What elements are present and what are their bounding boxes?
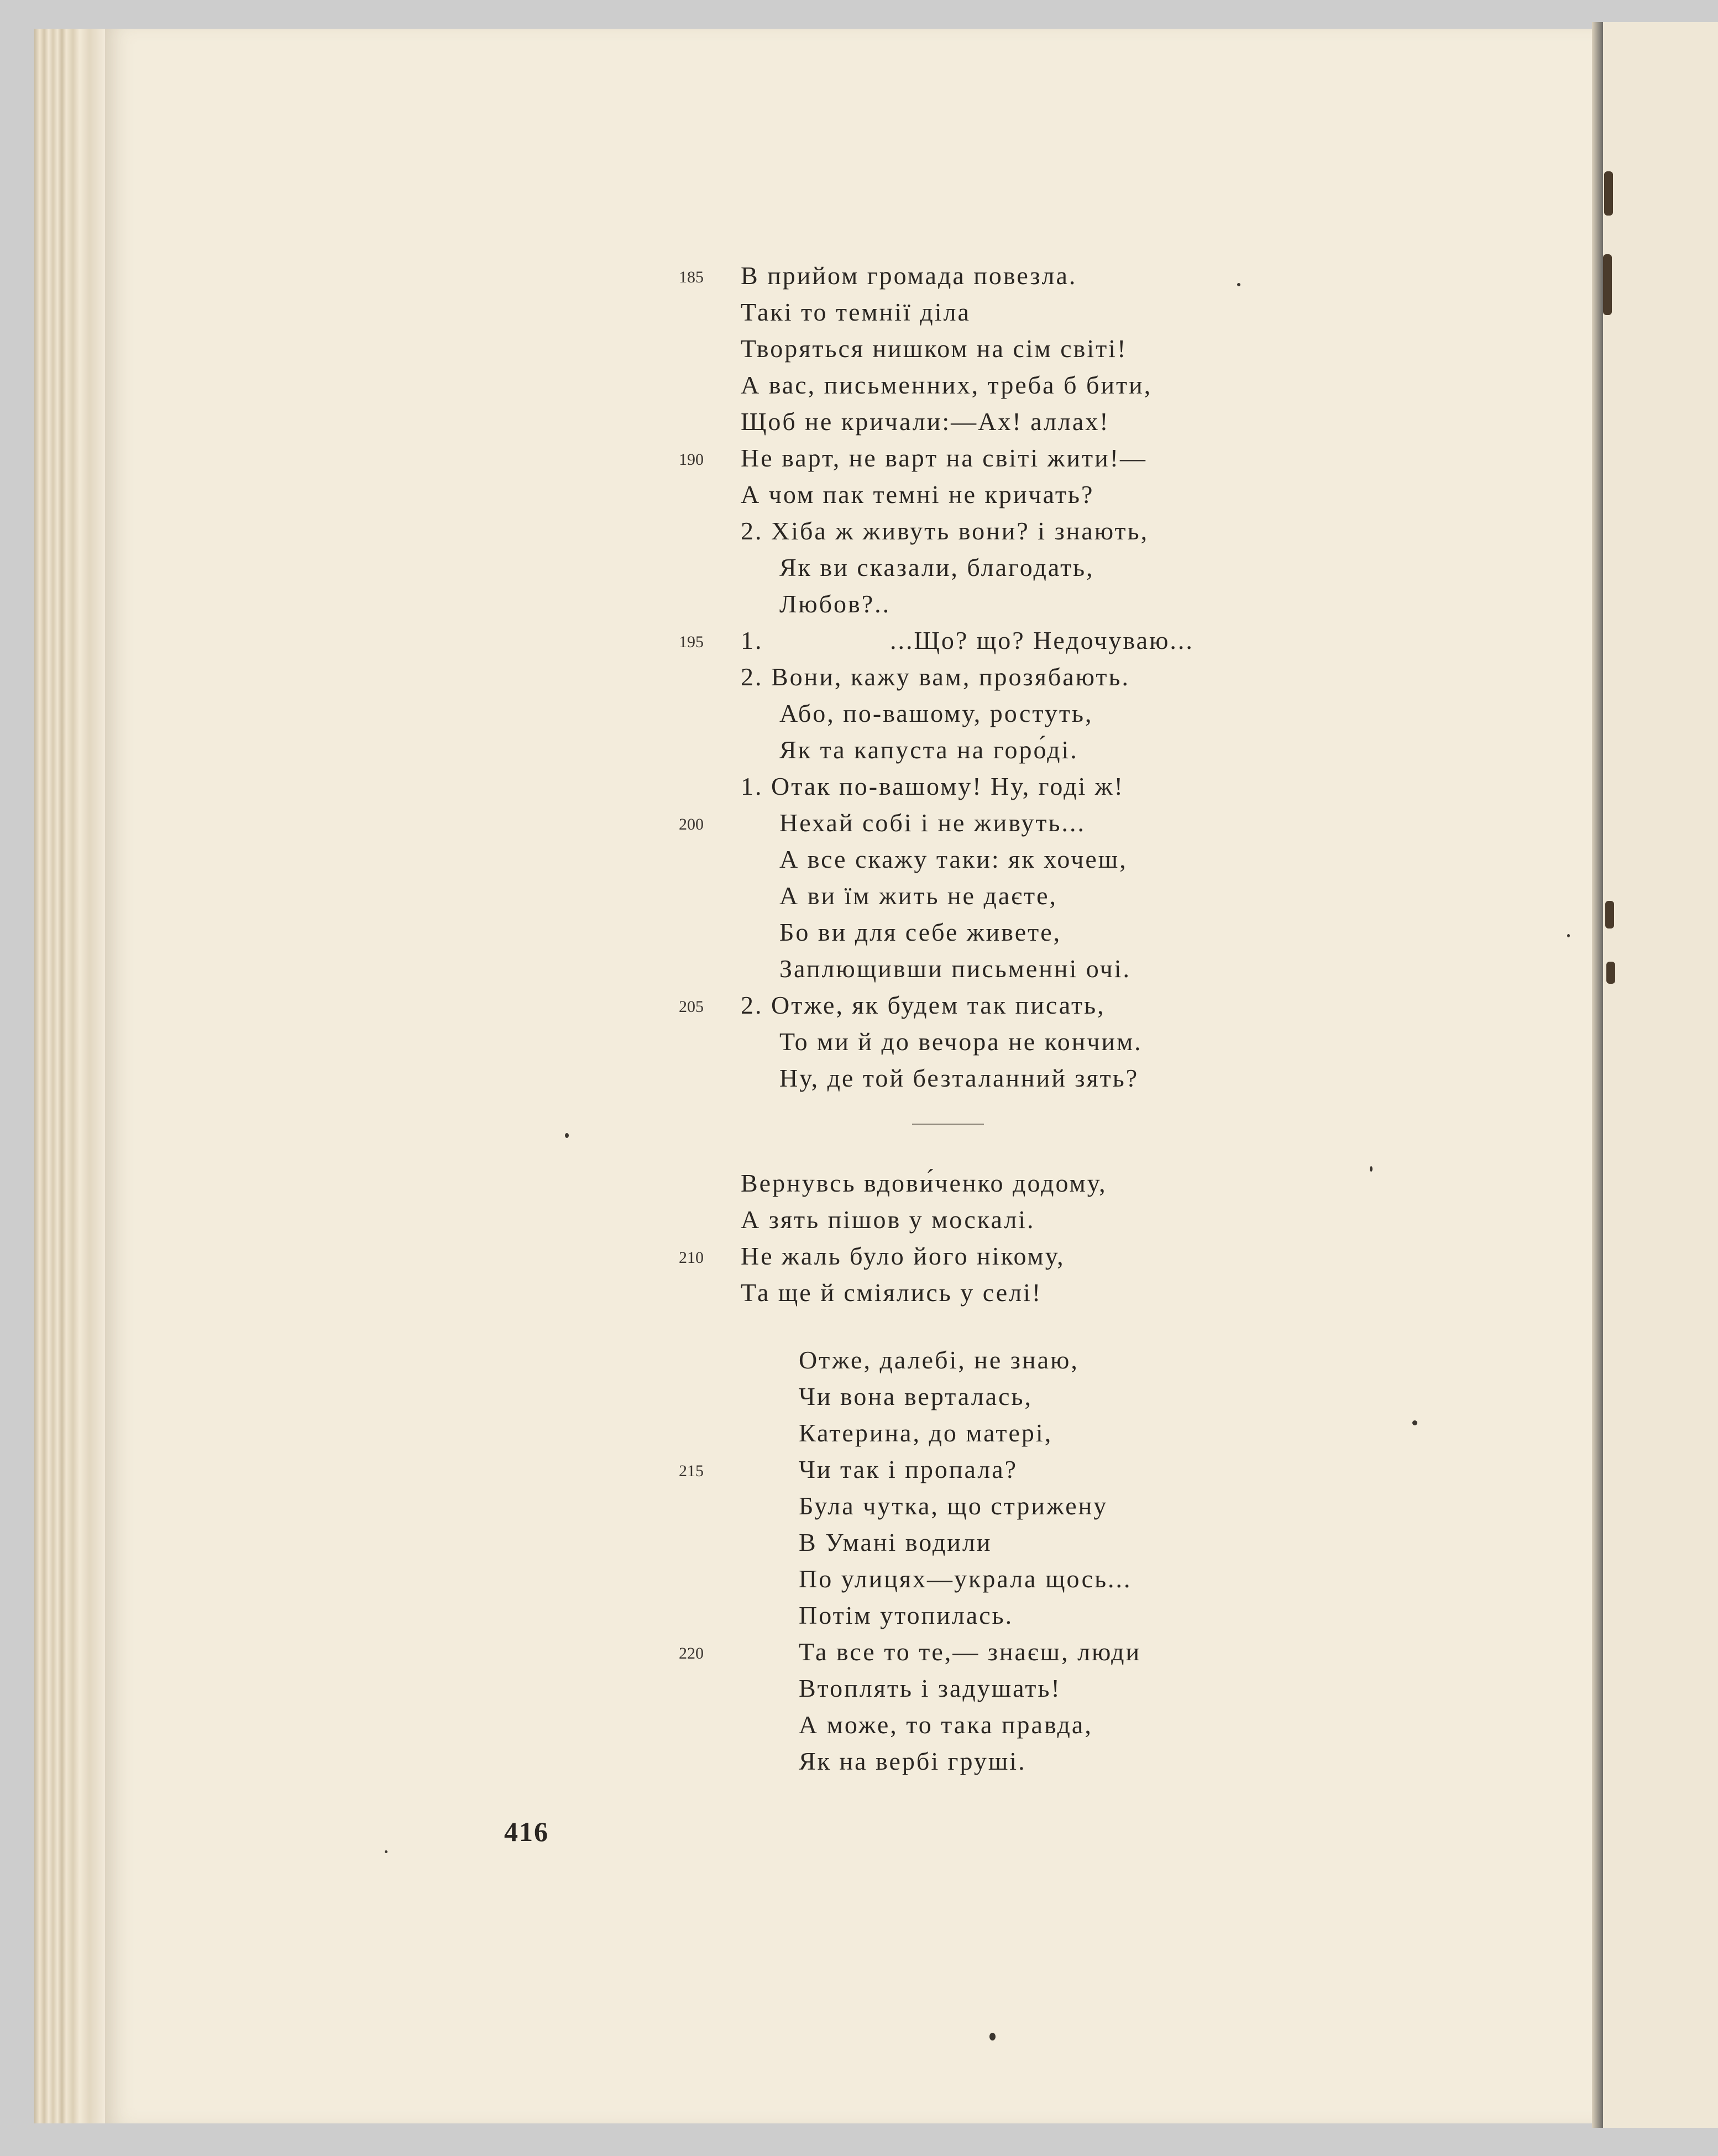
- line-text: Як ви сказали, благодать,: [779, 553, 1094, 581]
- paper-speck: [1412, 1420, 1417, 1425]
- line-text: Не варт, не варт на світі жити!—: [741, 444, 1148, 472]
- poem-line: [663, 768, 1548, 805]
- line-text: По улицях—украла щось...: [799, 1565, 1132, 1593]
- speaker-marker: 1.: [741, 626, 763, 654]
- line-text: Щоб не кричали:—Ах! аллах!: [741, 407, 1110, 436]
- poem-line: [663, 1561, 1548, 1597]
- poem-line: [663, 878, 1548, 914]
- line-text: А ви їм жить не даєте,: [779, 882, 1058, 910]
- line-text: Отже, далебі, не знаю,: [799, 1346, 1079, 1374]
- poem-line: [663, 622, 1548, 659]
- poem-line: [663, 732, 1548, 768]
- adjacent-page: [1603, 22, 1718, 2128]
- line-text: Нехай собі і не живуть...: [779, 809, 1086, 837]
- line-number: 190: [679, 450, 704, 469]
- poem-line: [663, 695, 1548, 732]
- ink-bleed-mark: [1605, 901, 1614, 929]
- line-text: Ну, де той безталанний зять?: [779, 1064, 1139, 1092]
- line-number: 220: [679, 1644, 704, 1662]
- poem-line: [663, 549, 1548, 586]
- poem-line: [663, 987, 1548, 1024]
- poem-line: [663, 1634, 1548, 1670]
- line-text: 2. Хіба ж живуть вони? і знають,: [741, 517, 1149, 545]
- paper-speck: [1567, 934, 1570, 937]
- line-text: Та ще й сміялись у селі!: [741, 1278, 1043, 1307]
- line-text: В прийом громада повезла.: [741, 261, 1077, 290]
- line-text: 1. Отак по-вашому! Ну, годі ж!: [741, 772, 1124, 800]
- poem-line: [663, 1342, 1548, 1378]
- poem-line: [663, 1707, 1548, 1743]
- poem-line: [663, 258, 1548, 294]
- poem-line: [663, 805, 1548, 841]
- line-text: А може, то така правда,: [799, 1711, 1093, 1739]
- line-text: Вернувсь вдови́ченко додому,: [741, 1169, 1107, 1197]
- poem-line: [663, 476, 1548, 513]
- poem-line: [663, 1165, 1548, 1202]
- line-text: 2. Вони, кажу вам, прозябають.: [741, 663, 1130, 691]
- line-text: Такі то темнії діла: [741, 298, 971, 326]
- ink-bleed-mark: [1603, 254, 1612, 315]
- line-number: 200: [679, 815, 704, 833]
- line-text: А все скажу таки: як хочеш,: [779, 845, 1128, 873]
- poem-line: [663, 1378, 1548, 1415]
- line-text: Як та капуста на горо́ді.: [779, 736, 1078, 764]
- poem-line: [663, 403, 1548, 440]
- ink-bleed-mark: [1606, 962, 1615, 984]
- line-text: То ми й до вечора не кончим.: [779, 1027, 1143, 1056]
- poem-text: [663, 258, 1548, 1780]
- paper-speck: [565, 1133, 569, 1138]
- line-text: Заплющивши письменні очі.: [779, 954, 1131, 983]
- line-text: ...Що? що? Недочуваю...: [890, 626, 1194, 654]
- poem-line: [663, 1451, 1548, 1488]
- poem-line: [663, 1743, 1548, 1780]
- poem-line: [663, 1597, 1548, 1634]
- poem-line: [663, 1524, 1548, 1561]
- line-text: Катерина, до матері,: [799, 1419, 1053, 1447]
- poem-line: [663, 294, 1548, 331]
- poem-line: [663, 841, 1548, 878]
- poem-line: [663, 1488, 1548, 1524]
- paper-speck: [1370, 1166, 1373, 1172]
- line-text: А вас, письменних, треба б бити,: [741, 371, 1153, 399]
- poem-line: [663, 367, 1548, 403]
- poem-line: [663, 1202, 1548, 1238]
- poem-line: [663, 914, 1548, 951]
- line-number: 210: [679, 1249, 704, 1267]
- paper-speck: [385, 1850, 387, 1853]
- poem-line: [663, 1024, 1548, 1060]
- poem-line: [663, 1274, 1548, 1311]
- line-number: 185: [679, 268, 704, 286]
- line-text: Чи вона верталась,: [799, 1382, 1033, 1410]
- line-text: 2. Отже, як будем так писать,: [741, 991, 1106, 1019]
- line-text: Любов?..: [779, 590, 891, 618]
- book-page-edges: [34, 29, 106, 2123]
- line-text: Та все то те,— знаєш, люди: [799, 1638, 1141, 1666]
- line-text: Не жаль було його нікому,: [741, 1242, 1065, 1270]
- poem-line: [663, 331, 1548, 367]
- paper-speck: [1237, 283, 1240, 286]
- poem-line: [663, 440, 1548, 476]
- line-number: 195: [679, 633, 704, 651]
- paper-speck: [989, 2033, 996, 2040]
- line-number: 215: [679, 1462, 704, 1480]
- ink-bleed-mark: [1604, 171, 1613, 216]
- line-text: Була чутка, що стрижену: [799, 1492, 1108, 1520]
- poem-line: [663, 951, 1548, 987]
- poem-line: [663, 1060, 1548, 1097]
- book-gutter: [1592, 22, 1603, 2128]
- poem-line: [663, 513, 1548, 549]
- line-text: Потім утопилась.: [799, 1601, 1014, 1629]
- line-text: Чи так і пропала?: [799, 1455, 1018, 1483]
- poem-line: [663, 1238, 1548, 1274]
- section-divider: [912, 1124, 984, 1125]
- stanza-gap: [663, 1311, 1548, 1342]
- line-text: А зять пішов у москалі.: [741, 1205, 1035, 1234]
- poem-line: [663, 586, 1548, 622]
- line-text: В Умані водили: [799, 1528, 992, 1556]
- poem-line: [663, 659, 1548, 695]
- section-gap: [663, 1097, 1548, 1165]
- line-text: Втоплять і задушать!: [799, 1674, 1061, 1702]
- line-text: А чом пак темні не кричать?: [741, 480, 1094, 508]
- line-text: Бо ви для себе живете,: [779, 918, 1062, 946]
- page-number: 416: [504, 1816, 549, 1847]
- poem-line: [663, 1670, 1548, 1707]
- line-text: Творяться нишком на сім світі!: [741, 334, 1128, 363]
- line-number: 205: [679, 998, 704, 1016]
- line-text: Або, по-вашому, ростуть,: [779, 699, 1093, 727]
- line-text: Як на вербі груші.: [799, 1747, 1026, 1775]
